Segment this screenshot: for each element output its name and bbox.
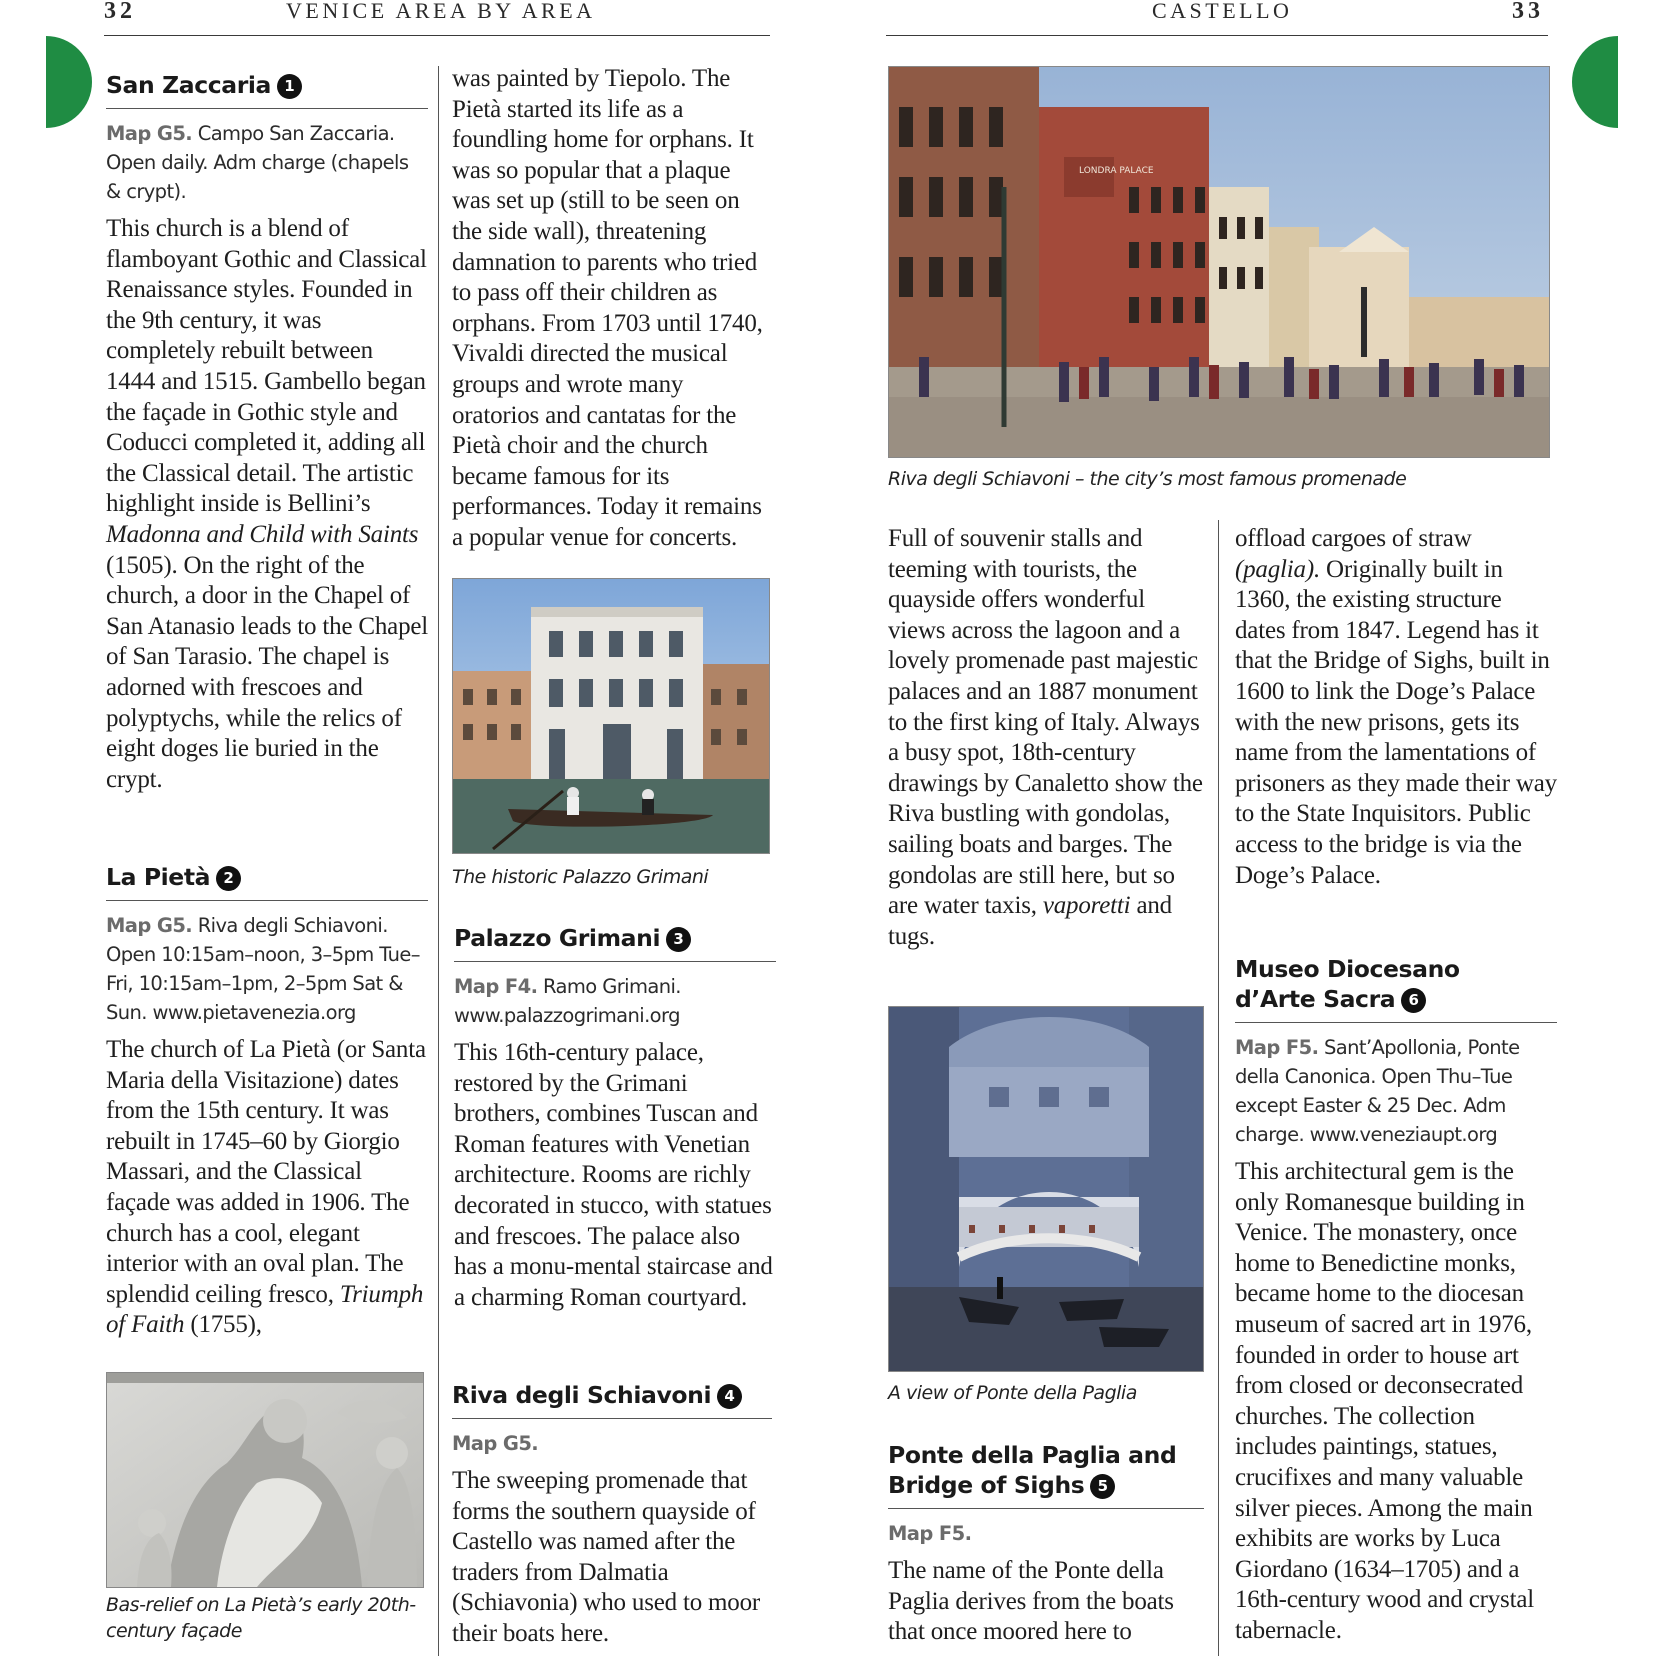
entry-la-pieta-continued	[452, 64, 772, 554]
entry-palazzo-grimani	[454, 923, 776, 1313]
riva-schiavoni-photo	[888, 66, 1550, 458]
page-number-left: 32	[104, 0, 136, 24]
running-head-right: CASTELLO	[1152, 0, 1293, 23]
entry-body: The sweeping promenade that forms the southern quayside of Castello was named after the traders from Dalmatia (Schiavonia) who used to moor their boats here.	[452, 1467, 761, 1647]
entry-number-badge: 1	[277, 74, 302, 99]
entry-info: Map F4. Ramo Grimani. www.palazzogrimani.org	[454, 975, 681, 1027]
heading-rule	[888, 1508, 1204, 1509]
entry-number-badge: 6	[1401, 988, 1426, 1013]
photo-caption: Riva degli Schiavoni – the city’s most famous promenade	[888, 468, 1407, 490]
heading-rule	[452, 1418, 772, 1419]
entry-body: This church is a blend of flamboyant Gothic and Classical Renaissance styles. Founded in the 9th century, it was completely rebuilt between 1444 and 1515. Gambello began the façade in Gothic style and Coducci completed it, adding all the Classical detail. The artistic highlight inside is Bellini’s Madonna and Child with Saints (1505). On the right of the church, a door in the Chapel of San Atanasio leads to the Chapel of San Tarasio. The chapel is adorned with frescoes and polyptychs, while the relics of eight doges lie buried in the crypt.	[106, 215, 429, 793]
entry-body: Full of souvenir stalls and teeming with tourists, the quayside offers wonderful views across the lagoon and a lovely promenade past majestic palaces and an 1887 monument to the first king of Italy. Always a busy spot, 18th-century drawings by Canaletto show the Riva bustling with gondolas, sailing boats and barges. The gondolas are still here, but so are water taxis, vaporetti and tugs.	[888, 525, 1203, 950]
column-divider	[1218, 520, 1219, 1656]
entry-title: Riva degli Schiavoni 4	[452, 1380, 772, 1410]
entry-title: La Pietà 2	[106, 862, 428, 892]
palazzo-grimani-photo	[452, 578, 770, 854]
entry-body: was painted by Tiepolo. The Pietà started its life as a foundling home for orphans. It was so popular that a plaque was set up (still to be seen on the side wall), threatening damnation to parents who tried to pass off their children as orphans. From 1703 until 1740, Vivaldi directed the musical groups and wrote many oratorios and cantatas for the Pietà choir and the church became famous for its performances. Today it remains a popular venue for concerts.	[452, 65, 763, 551]
map-reference: Map F5.	[888, 1522, 972, 1545]
entry-la-pieta	[106, 862, 428, 1341]
entry-title: Palazzo Grimani 3	[454, 923, 776, 953]
entry-riva-degli-schiavoni-continued	[888, 524, 1204, 952]
map-reference: Map G5.	[106, 122, 193, 145]
entry-body: The church of La Pietà (or Santa Maria della Visitazione) dates from the 15th century. It was rebuilt in 1745–60 by Giorgio Massari, and the Classical façade was added in 1906. The church has a cool, elegant interior with an oval plan. The splendid ceiling fresco, Triumph of Faith (1755),	[106, 1036, 426, 1339]
entry-title: Ponte della Paglia and Bridge of Sighs 5	[888, 1441, 1177, 1499]
entry-body: The name of the Ponte della Paglia derives from the boats that once moored here to	[888, 1557, 1174, 1646]
heading-rule	[106, 900, 428, 901]
entry-title: Museo Diocesano d’Arte Sacra 6	[1235, 955, 1460, 1013]
map-reference: Map G5.	[106, 914, 193, 937]
entry-san-zaccaria	[106, 70, 428, 795]
entry-number-badge: 4	[717, 1384, 742, 1409]
entry-body: offload cargoes of straw (paglia). Originally built in 1360, the existing structure dates from 1847. Legend has it that the Bridge of Sighs, built in 1600 to link the Doge’s Palace with the new prisons, gets its name from the lamentations of prisoners as they made their way to the State Inquisitors. Public access to the bridge is via the Doge’s Palace.	[1235, 525, 1557, 889]
entry-riva-degli-schiavoni	[452, 1380, 772, 1650]
entry-ponte-della-paglia-continued	[1235, 524, 1557, 891]
column-divider	[438, 66, 439, 1656]
heading-rule	[454, 961, 776, 962]
page-number-right: 33	[1512, 0, 1544, 24]
entry-info	[888, 1519, 1204, 1548]
photo-caption: Bas-relief on La Pietà’s early 20th-century façade	[106, 1594, 416, 1642]
hotel-sign: LONDRA PALACE	[1079, 166, 1154, 176]
heading-rule	[1235, 1022, 1557, 1023]
header-rule-right	[886, 35, 1548, 36]
entry-body: This architectural gem is the only Romanesque building in Venice. The monastery, once home to Benedictine monks, became home to the diocesan museum of sacred art in 1976, founded in order to house art from closed or deconsecrated churches. The collection includes paintings, statues, crucifixes and many valuable silver pieces. Among the main exhibits are works by Luca Giordano (1634–1705) and a 16th-century wood and crystal tabernacle.	[1235, 1158, 1534, 1644]
heading-rule	[106, 108, 428, 109]
entry-number-badge: 2	[216, 866, 241, 891]
entry-body: This 16th-century palace, restored by the Grimani brothers, combines Tuscan and Roman features with Venetian architecture. Rooms are richly decorated in stucco, with statues and frescoes. The palace also has a monu-mental staircase and a charming Roman courtyard.	[454, 1039, 773, 1311]
entry-info: Map G5. Campo San Zaccaria. Open daily. Adm charge (chapels & crypt).	[106, 122, 409, 203]
entry-museo-diocesano	[1235, 954, 1557, 1647]
entry-info: Map F5. Sant’Apollonia, Ponte della Canonica. Open Thu–Tue except Easter & 25 Dec. Adm charge. www.veneziaupt.org	[1235, 1036, 1520, 1146]
chapter-tab-right	[1572, 36, 1618, 128]
entry-ponte-della-paglia	[888, 1440, 1204, 1648]
header-rule-left	[104, 35, 770, 36]
entry-number-badge: 5	[1090, 1474, 1115, 1499]
bas-relief-photo	[106, 1372, 424, 1588]
entry-number-badge: 3	[666, 927, 691, 952]
map-reference: Map F4.	[454, 975, 538, 998]
ponte-della-paglia-photo	[888, 1006, 1204, 1372]
entry-title: San Zaccaria 1	[106, 70, 428, 100]
entry-info: Map G5. Riva degli Schiavoni. Open 10:15am–noon, 3–5pm Tue–Fri, 10:15am–1pm, 2–5pm Sat & Sun. www.pietavenezia.org	[106, 914, 420, 1024]
running-head-left: VENICE AREA BY AREA	[286, 0, 596, 23]
photo-caption: The historic Palazzo Grimani	[452, 866, 709, 888]
entry-info	[452, 1429, 772, 1458]
map-reference: Map G5.	[452, 1432, 539, 1455]
photo-caption: A view of Ponte della Paglia	[888, 1382, 1137, 1404]
map-reference: Map F5.	[1235, 1036, 1319, 1059]
chapter-tab-left	[46, 36, 92, 128]
